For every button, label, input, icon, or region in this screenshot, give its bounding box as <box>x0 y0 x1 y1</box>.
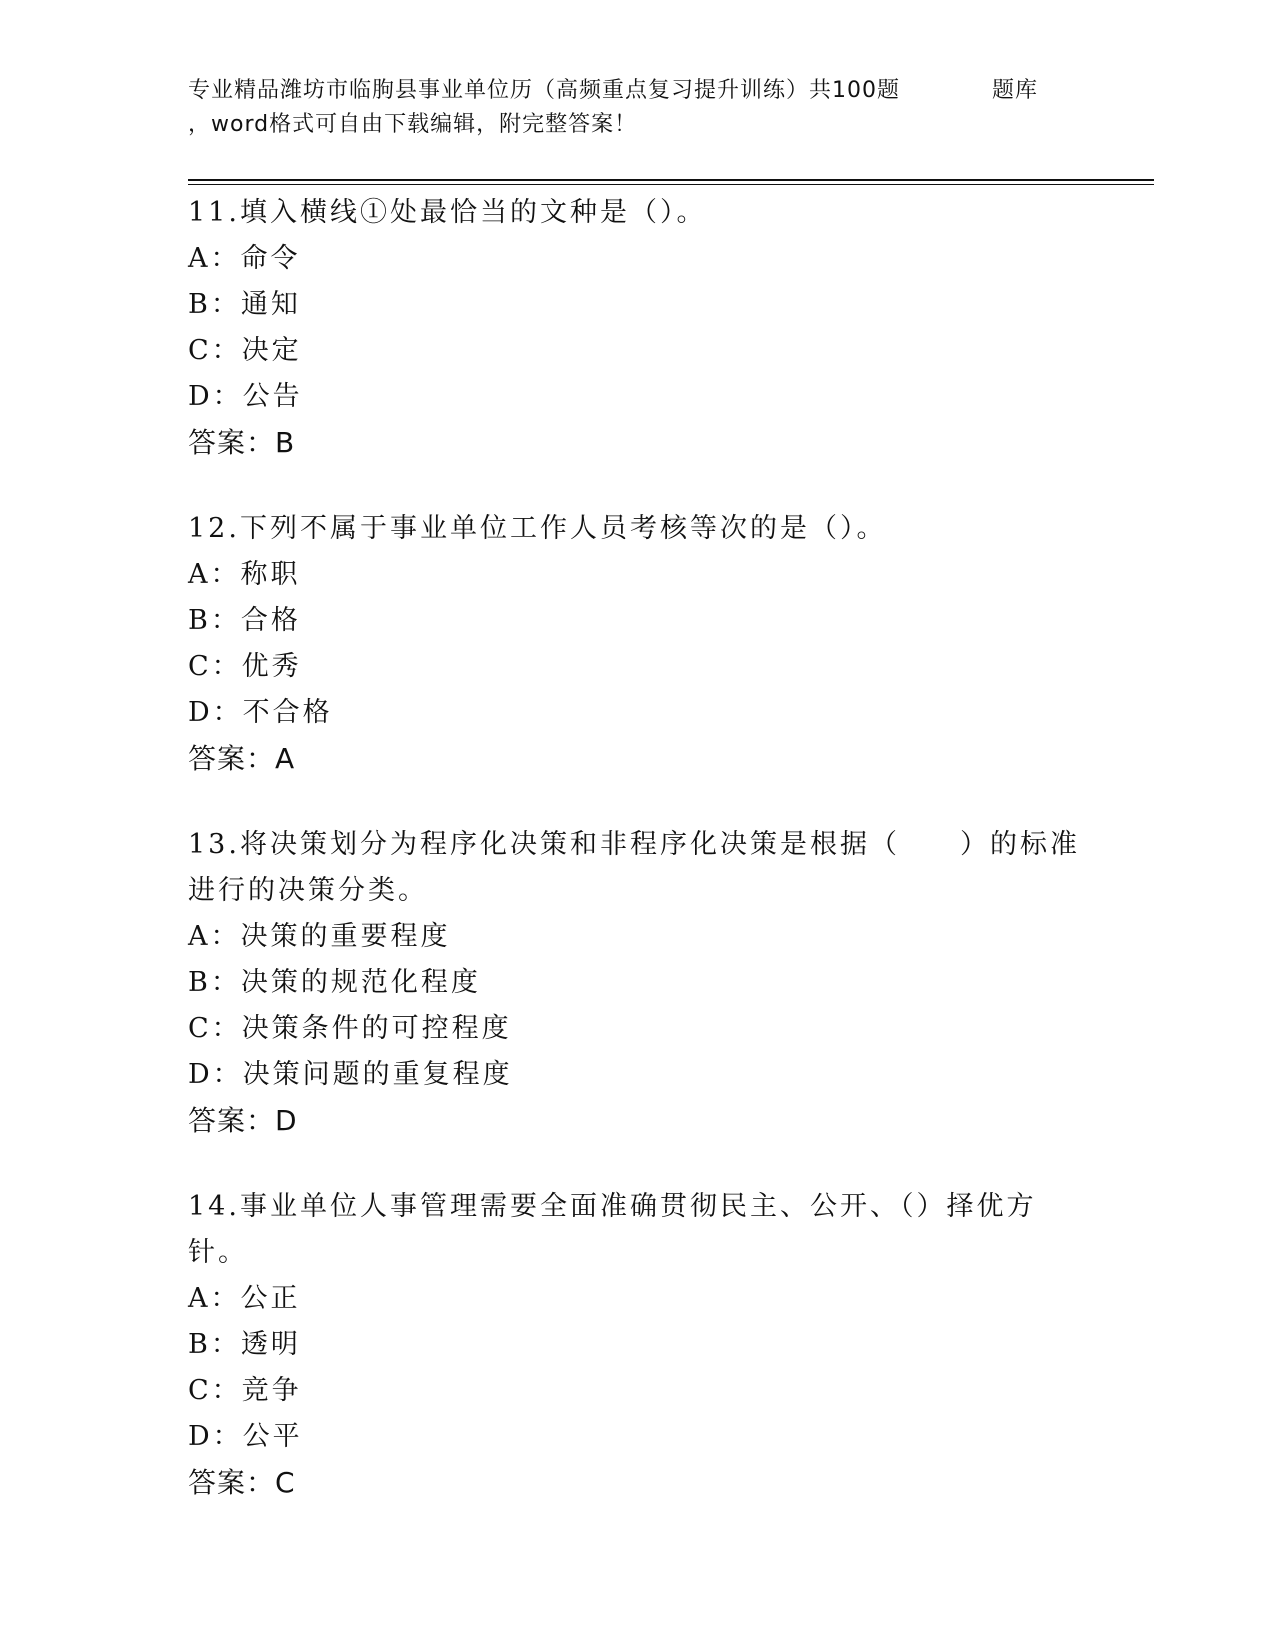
question-text: 事业单位人事管理需要全面准确贯彻民主、公开、（）择优方针。 <box>188 1191 1037 1268</box>
question-stem <box>188 506 1088 552</box>
question-stem <box>188 190 1088 236</box>
question-item <box>188 822 1088 1144</box>
document-header <box>188 74 1088 142</box>
option-d: D：不合格 <box>188 697 333 728</box>
question-number: 13. <box>188 829 240 860</box>
answer-line: 答案：B <box>188 426 296 459</box>
question-number: 11. <box>188 197 240 228</box>
header-divider <box>188 179 1154 185</box>
answer-line: 答案：A <box>188 742 296 775</box>
question-text: 填入横线①处最恰当的文种是（）。 <box>239 197 707 228</box>
option-a: A：公正 <box>188 1283 301 1314</box>
document-subtitle: ，word格式可自由下载编辑，附完整答案！ <box>188 112 638 137</box>
document-tag: 题库 <box>991 78 1038 103</box>
question-number: 14. <box>188 1191 240 1222</box>
question-stem <box>188 1184 1088 1276</box>
answer-line: 答案：C <box>188 1466 296 1499</box>
document-title: 专业精品潍坊市临朐县事业单位历（高频重点复习提升训练）共100题 <box>188 78 900 103</box>
question-list <box>188 190 1088 1546</box>
option-b: B：透明 <box>188 1329 301 1360</box>
option-a: A：称职 <box>188 559 301 590</box>
option-c: C：竞争 <box>188 1375 302 1406</box>
option-c: C：决定 <box>188 335 302 366</box>
question-stem <box>188 822 1088 914</box>
answer-line: 答案：D <box>188 1104 298 1137</box>
option-b: B：合格 <box>188 605 301 636</box>
question-text: 将决策划分为程序化决策和非程序化决策是根据（ ）的标准进行的决策分类。 <box>188 829 1080 906</box>
question-number: 12. <box>188 513 240 544</box>
option-d: D：决策问题的重复程度 <box>188 1059 513 1090</box>
option-b: B：通知 <box>188 289 301 320</box>
question-item <box>188 1184 1088 1506</box>
option-d: D：公平 <box>188 1421 303 1452</box>
option-d: D：公告 <box>188 381 303 412</box>
question-text: 下列不属于事业单位工作人员考核等次的是（）。 <box>239 513 887 544</box>
option-a: A：决策的重要程度 <box>188 921 451 952</box>
question-item <box>188 506 1088 782</box>
question-item <box>188 190 1088 466</box>
option-a: A：命令 <box>188 243 301 274</box>
option-c: C：决策条件的可控程度 <box>188 1013 512 1044</box>
option-b: B：决策的规范化程度 <box>188 967 481 998</box>
header-line-1 <box>188 74 1088 108</box>
option-c: C：优秀 <box>188 651 302 682</box>
